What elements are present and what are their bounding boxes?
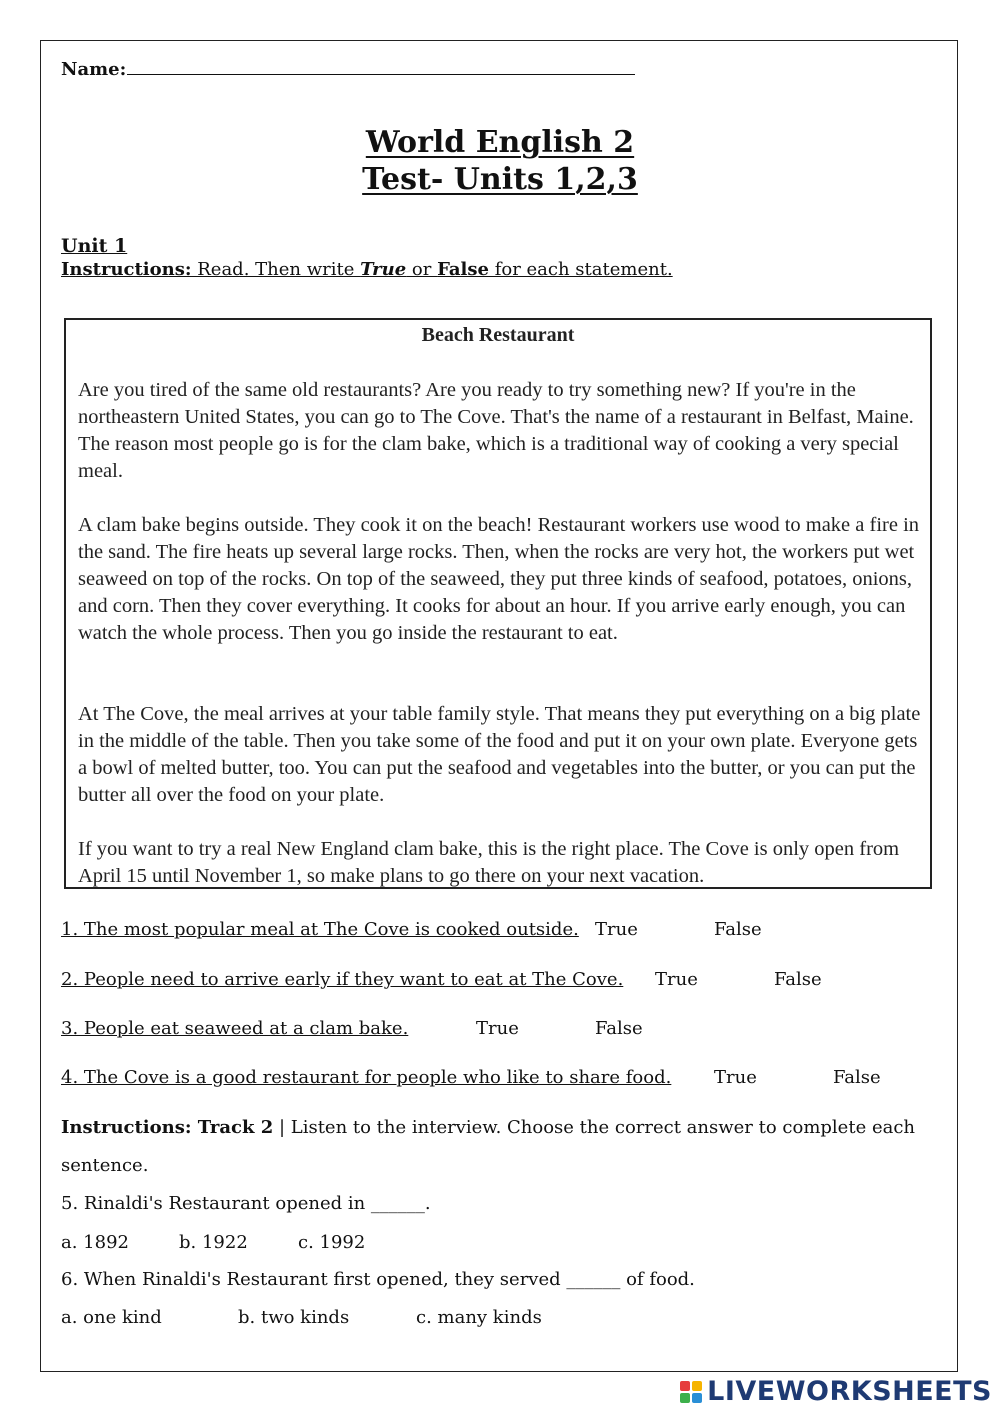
question-5-option-b[interactable]: b. 1922 [179, 1232, 248, 1253]
unit-1-label: Unit 1 [61, 235, 128, 257]
question-6-option-c[interactable]: c. many kinds [416, 1307, 542, 1328]
logo-square-blue [692, 1393, 702, 1403]
question-5-option-a[interactable]: a. 1892 [61, 1232, 129, 1253]
reading-paragraph-2: A clam bake begins outside. They cook it on the beach! Restaurant workers use wood to make a fire in the sand. The fire heats up several large rocks. Then, when the rocks are very hot, the workers put wet seaweed on top of the rocks. On top of the seaweed, they put three kinds of seafood, potatoes, onions, and corn. Then they cover everything. It cooks for about an hour. If you arrive early enough, you can watch the whole process. Then you go inside the restaurant to eat. [78, 514, 920, 644]
statement-4: 4. The Cove is a good restaurant for people who like to share food. [61, 1067, 672, 1088]
reading-passage-box [64, 318, 932, 889]
question-6-option-a[interactable]: a. one kind [61, 1307, 162, 1328]
statement-4-true-option[interactable]: True [714, 1067, 757, 1088]
reading-title: Beach Restaurant [421, 324, 575, 346]
statement-2-true-option[interactable]: True [655, 969, 698, 990]
statement-2: 2. People need to arrive early if they want to eat at The Cove. [61, 969, 624, 990]
logo-square-green [680, 1393, 690, 1403]
statement-3-true-option[interactable]: True [476, 1018, 519, 1039]
reading-paragraph-4: If you want to try a real New England clam bake, this is the right place. The Cove is only open from April 15 until November 1, so make plans to go there on your next vacation. [78, 838, 900, 887]
question-6-option-b[interactable]: b. two kinds [238, 1307, 350, 1328]
name-label: Name: [61, 59, 127, 80]
liveworksheets-logo-icon [680, 1381, 702, 1403]
statement-3: 3. People eat seaweed at a clam bake. [61, 1018, 409, 1039]
logo-square-red [680, 1381, 690, 1391]
question-5-option-c[interactable]: c. 1992 [298, 1232, 366, 1253]
listening-instructions-continued: sentence. [61, 1155, 149, 1176]
statement-1-true-option[interactable]: True [595, 919, 638, 940]
name-input-line[interactable] [127, 58, 635, 75]
unit-1-instructions: Instructions: Read. Then write True or False for each statement. [61, 259, 673, 280]
liveworksheets-logo [680, 1376, 992, 1407]
liveworksheets-logo-text: LIVEWORKSHEETS [707, 1376, 992, 1407]
worksheet-title: World English 2 [365, 125, 635, 160]
question-5: 5. Rinaldi's Restaurant opened in ______. [61, 1193, 431, 1214]
listening-instructions: Instructions: Track 2 | Listen to the interview. Choose the correct answer to complete each [61, 1117, 916, 1138]
question-6: 6. When Rinaldi's Restaurant first opened, they served ______ of food. [61, 1269, 695, 1290]
name-field-row [61, 58, 635, 80]
statement-1-false-option[interactable]: False [714, 919, 762, 940]
reading-paragraph-1: Are you tired of the same old restaurants? Are you ready to try something new? If you're in the northeastern United States, you can go to The Cove. That's the name of a restaurant in Belfast, Maine. The reason most people go is for the clam bake, which is a traditional way of cooking a very special meal. [78, 379, 914, 482]
worksheet-subtitle: Test- Units 1,2,3 [362, 162, 638, 197]
reading-paragraph-3: At The Cove, the meal arrives at your table family style. That means they put everything on a big plate in the middle of the table. Then you take some of the food and put it on your own plate. Everyone gets a bowl of melted butter, too. You can put the seafood and vegetables into the butter, or you can put the butter all over the food on your plate. [78, 703, 921, 806]
statement-1: 1. The most popular meal at The Cove is cooked outside. [61, 919, 579, 940]
statement-4-false-option[interactable]: False [833, 1067, 881, 1088]
logo-square-yellow [692, 1381, 702, 1391]
statement-3-false-option[interactable]: False [595, 1018, 643, 1039]
statement-2-false-option[interactable]: False [774, 969, 822, 990]
